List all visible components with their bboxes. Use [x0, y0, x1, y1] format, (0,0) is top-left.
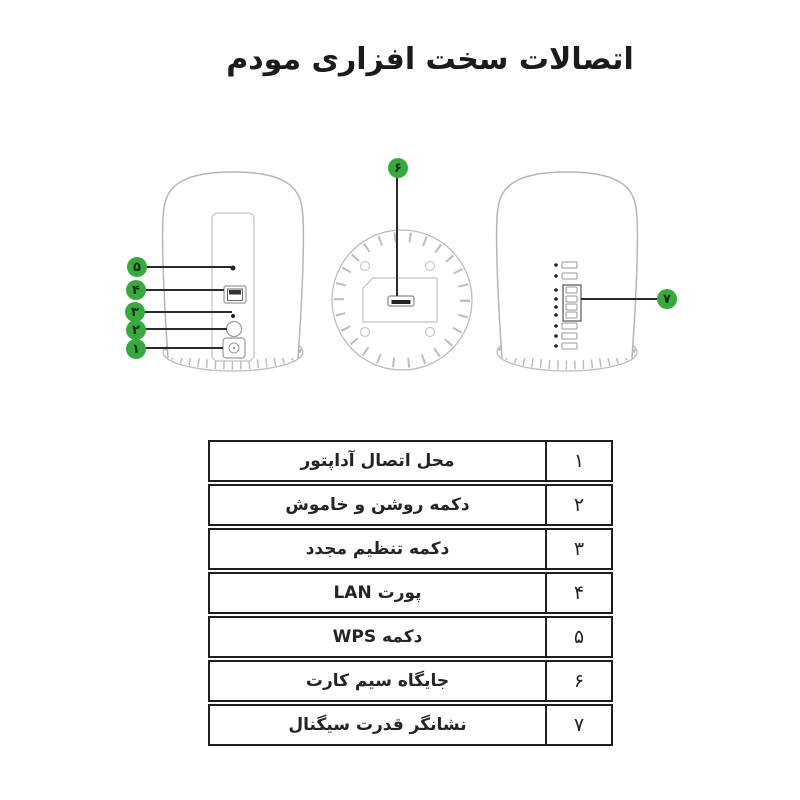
- callout-badge-2: ۲: [126, 320, 146, 340]
- lan-port: [224, 286, 246, 303]
- row-number: ۴: [545, 574, 611, 612]
- table-row: [208, 572, 613, 614]
- reset-button-dot: [231, 314, 235, 318]
- callout-badge-5: ۵: [127, 257, 147, 277]
- callout-badge-1: ۱: [126, 339, 146, 359]
- callout-line-6: [396, 177, 398, 296]
- power-button: [227, 322, 242, 337]
- callout-badge-7: ۷: [657, 289, 677, 309]
- dc-power-jack: [223, 338, 245, 358]
- table-row: [208, 704, 613, 746]
- callout-badge-6: ۶: [388, 158, 408, 178]
- table-row: [208, 616, 613, 658]
- callout-line-3: [144, 311, 232, 313]
- screw-hole: [426, 262, 435, 271]
- row-number: ۲: [545, 486, 611, 524]
- row-number: ۷: [545, 706, 611, 744]
- callout-line-4: [145, 289, 224, 291]
- callout-line-7: [581, 298, 657, 300]
- row-number: ۱: [545, 442, 611, 480]
- screw-hole: [361, 328, 370, 337]
- callout-line-2: [145, 328, 227, 330]
- screw-hole: [426, 328, 435, 337]
- callout-badge-3: ۳: [125, 302, 145, 322]
- table-row: [208, 440, 613, 482]
- modem-bottom-view-drawing: [330, 228, 474, 372]
- table-row: [208, 528, 613, 570]
- table-row: [208, 484, 613, 526]
- callout-line-1: [145, 347, 223, 349]
- page-title: اتصالات سخت افزاری مودم: [226, 42, 634, 77]
- callout-line-5: [146, 266, 231, 268]
- row-label: دکمه تنظیم مجدد: [305, 539, 450, 559]
- row-number: ۳: [545, 530, 611, 568]
- row-label: محل اتصال آداپتور: [300, 451, 455, 471]
- row-label: دکمه WPS: [332, 627, 423, 647]
- sim-card-slot: [388, 296, 414, 306]
- row-label: نشانگر قدرت سیگنال: [288, 715, 467, 735]
- modem-front-view-drawing: [492, 166, 642, 381]
- row-label: جایگاه سیم کارت: [305, 671, 450, 691]
- table-row: [208, 660, 613, 702]
- legend-table: [208, 440, 613, 748]
- row-number: ۶: [545, 662, 611, 700]
- wps-button-dot: [231, 266, 236, 271]
- row-label: دکمه روشن و خاموش: [285, 495, 470, 515]
- row-label: پورت LAN: [333, 583, 422, 603]
- row-number: ۵: [545, 618, 611, 656]
- screw-hole: [361, 262, 370, 271]
- callout-badge-4: ۴: [126, 280, 146, 300]
